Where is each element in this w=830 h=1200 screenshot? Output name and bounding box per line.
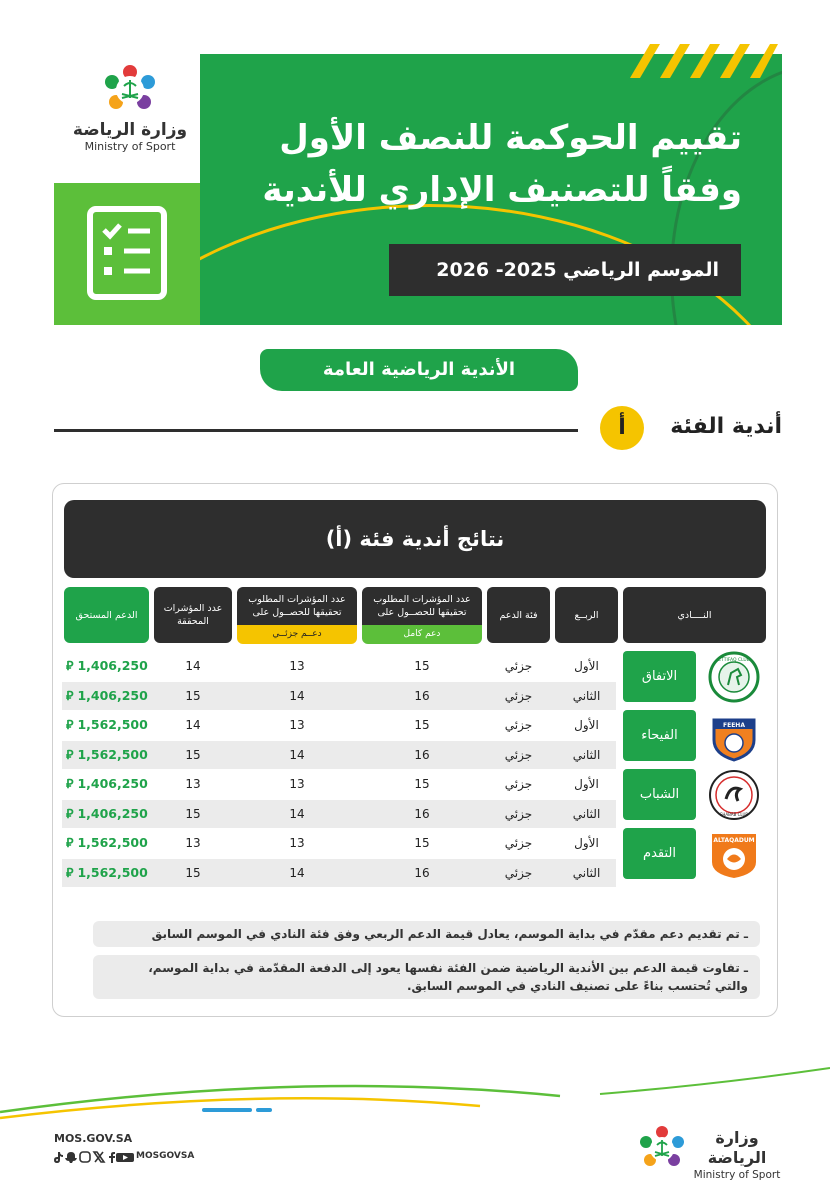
cell-partial: 13 [289, 777, 305, 791]
cell-quarter: الثاني [572, 688, 601, 703]
cell-full: 15 [414, 718, 430, 732]
checklist-icon [54, 183, 200, 325]
riyal-icon: ⃁ [66, 835, 74, 850]
note-support-variation [93, 955, 760, 999]
header-club: النــــادي [623, 587, 766, 643]
cell-deserved-support [66, 682, 152, 710]
footer-handle[interactable]: MOSGOVSA [136, 1151, 195, 1161]
cell-category: جزئي [504, 865, 533, 880]
ministry-name-en-bottom: Ministry of Sport [693, 1169, 781, 1181]
ministry-logo-bottom [636, 1122, 786, 1181]
instagram-icon[interactable] [80, 1152, 90, 1162]
ministry-emblem-icon [100, 60, 160, 120]
cell-quarter: الأول [574, 777, 599, 791]
ettifaq-logo-text: ETTIFAQ CLUB [718, 658, 750, 663]
cell-deserved-support [66, 711, 152, 739]
header-full-indicators: عدد المؤشرات المطلوب تحقيقها للحصــول على [362, 587, 482, 625]
table-row [62, 829, 616, 857]
tiktok-icon[interactable] [54, 1152, 63, 1163]
table-row [62, 652, 616, 680]
alfayha-logo [708, 710, 760, 762]
cell-category: جزئي [504, 718, 533, 732]
category-badge: أ [600, 406, 644, 450]
support-amount: 1,406,250 [77, 687, 148, 703]
table-row [62, 682, 616, 710]
table-row [62, 859, 616, 887]
riyal-icon: ⃁ [66, 746, 74, 762]
youtube-icon[interactable] [116, 1153, 134, 1162]
cell-category: جزئي [504, 747, 533, 762]
cell-achieved: 14 [185, 718, 201, 732]
cell-quarter: الأول [574, 836, 599, 850]
ettifaq-logo [708, 651, 760, 703]
cell-achieved: 15 [185, 688, 201, 703]
cell-quarter: الأول [574, 659, 599, 673]
cell-achieved: 14 [185, 659, 201, 673]
decorative-lines [0, 1060, 830, 1120]
header-partial-support [237, 587, 357, 644]
snapchat-icon[interactable] [65, 1152, 77, 1163]
cell-partial: 13 [289, 718, 305, 732]
cell-full: 15 [414, 777, 430, 791]
category-label: أندية الفئة [670, 414, 782, 439]
footer-url[interactable]: MOS.GOV.SA [54, 1132, 133, 1145]
cell-partial: 14 [289, 688, 305, 703]
cell-category: جزئي [504, 777, 533, 791]
cell-full: 16 [414, 865, 430, 880]
cell-quarter: الثاني [572, 747, 601, 762]
cell-full: 15 [414, 836, 430, 850]
social-icons [54, 1150, 134, 1164]
header-partial-indicators: عدد المؤشرات المطلوب تحقيقها للحصــول على [237, 587, 357, 625]
cell-deserved-support [66, 859, 152, 887]
cell-achieved: 15 [185, 806, 201, 821]
header-deserved-support: الدعم المستحق [64, 587, 149, 643]
cell-deserved-support [66, 800, 152, 828]
ministry-logo-top [70, 60, 190, 170]
table-row [62, 800, 616, 828]
section-divider [54, 429, 578, 432]
support-amount: 1,562,500 [77, 835, 148, 850]
yellow-stripes-decoration [616, 44, 778, 78]
header-support-category: فئة الدعم [487, 587, 550, 643]
cell-category: جزئي [504, 688, 533, 703]
partial-support-tag: دعــم جزئــي [237, 625, 357, 644]
cell-quarter: الثاني [572, 865, 601, 880]
title-line-1: تقييم الحوكمة للنصف الأول [279, 118, 742, 158]
cell-partial: 13 [289, 659, 305, 673]
page-title [182, 112, 742, 216]
table-row [62, 711, 616, 739]
cell-deserved-support [66, 652, 152, 680]
cell-category: جزئي [504, 659, 533, 673]
altaqadum-logo-text: ALTAQADUM [713, 837, 755, 844]
ministry-name-en: Ministry of Sport [84, 140, 176, 153]
riyal-icon: ⃁ [66, 864, 74, 880]
cell-full: 16 [414, 688, 430, 703]
ministry-name-ar: وزارة الرياضة [72, 120, 188, 140]
note-advance-payment: ـ تم تقديم دعم مقدّم في بداية الموسم، يعادل قيمة الدعم الربعي وفق فئة النادي في الموسم السابق [93, 921, 760, 947]
support-amount: 1,562,500 [77, 717, 148, 732]
cell-partial: 13 [289, 836, 305, 850]
support-amount: 1,406,250 [77, 805, 148, 821]
ministry-emblem-bottom-icon [636, 1122, 688, 1178]
riyal-icon: ⃁ [66, 717, 74, 732]
altaqadum-logo [708, 828, 760, 880]
riyal-icon: ⃁ [66, 776, 74, 791]
results-title: نتائج أندية فئة (أ) [64, 500, 766, 578]
cell-deserved-support [66, 741, 152, 769]
ministry-name-ar-bottom: وزارة الرياضة [707, 1128, 767, 1167]
x-icon[interactable] [94, 1152, 104, 1162]
riyal-icon: ⃁ [66, 805, 74, 821]
cell-category: جزئي [504, 806, 533, 821]
cell-partial: 14 [289, 865, 305, 880]
cell-deserved-support [66, 770, 152, 798]
cell-achieved: 13 [185, 836, 201, 850]
note-support-variation-line1: ـ تفاوت قيمة الدعم بين الأندية الرياضية ضمن الفئة نفسها يعود إلى الدفعة المقدّمة في بداية الموسم، [148, 961, 748, 975]
cell-partial: 14 [289, 806, 305, 821]
note-support-variation-line2: والتي تُحتسب بناءً على تصنيف النادي في الموسم السابق. [407, 979, 748, 993]
table-row [62, 770, 616, 798]
cell-full: 16 [414, 747, 430, 762]
club-name-ettifaq: الاتفاق [623, 651, 696, 702]
cell-quarter: الأول [574, 718, 599, 732]
checklist-panel [54, 183, 200, 325]
shabab-logo [708, 769, 760, 821]
riyal-icon: ⃁ [66, 658, 74, 673]
cell-quarter: الثاني [572, 806, 601, 821]
riyal-icon: ⃁ [66, 687, 74, 703]
cell-achieved: 13 [185, 777, 201, 791]
cell-achieved: 15 [185, 865, 201, 880]
support-amount: 1,406,250 [77, 776, 148, 791]
cell-deserved-support [66, 829, 152, 857]
support-amount: 1,406,250 [77, 658, 148, 673]
cell-category: جزئي [504, 836, 533, 850]
section-pill: الأندية الرياضية العامة [260, 349, 578, 391]
club-name-alfayha: الفيحاء [623, 710, 696, 761]
table-row [62, 741, 616, 769]
support-amount: 1,562,500 [77, 864, 148, 880]
shabab-logo-text: SHABAB CLUB [719, 812, 749, 817]
cell-full: 16 [414, 806, 430, 821]
facebook-icon[interactable] [109, 1152, 115, 1163]
cell-full: 15 [414, 659, 430, 673]
season-label: الموسم الرياضي 2025- 2026 [389, 244, 741, 296]
header-full-support [362, 587, 482, 644]
club-name-shabab: الشباب [623, 769, 696, 820]
alfayha-logo-text: FEEHA [723, 722, 745, 729]
support-amount: 1,562,500 [77, 746, 148, 762]
header-achieved: عدد المؤشرات المحققة [154, 587, 232, 643]
header-quarter: الربــع [555, 587, 618, 643]
club-name-altaqadum: التقدم [623, 828, 696, 879]
cell-achieved: 15 [185, 747, 201, 762]
full-support-tag: دعم كامل [362, 625, 482, 644]
cell-partial: 14 [289, 747, 305, 762]
title-line-2: وفقاً للتصنيف الإداري للأندية [262, 170, 742, 210]
